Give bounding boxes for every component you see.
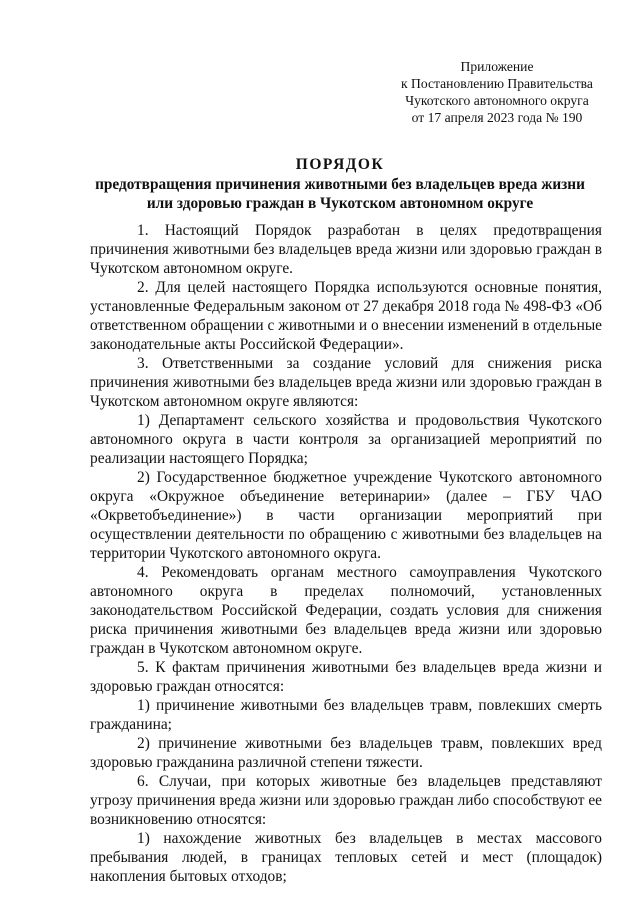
paragraph: 1) нахождение животных без владельцев в местах массового пребывания людей, в границах тепловых сетей и мест (площадок) накопления бытовых отходов;: [90, 830, 602, 885]
paragraph: 2) Государственное бюджетное учреждение Чукотского автономного округа «Окружное объединение ветеринарии» (далее – ГБУ ЧАО «Окрветобъединение») в части организации мероприятий при осуществлении деятельности по обращению с животными без владельцев на территории Чукотского автономного округа.: [90, 469, 602, 562]
appendix-header: [380, 58, 614, 126]
title-subtitle-line: или здоровью граждан в Чукотском автономном округе: [146, 195, 534, 212]
paragraph: 5. К фактам причинения животными без владельцев вреда жизни и здоровью граждан относятся:: [90, 659, 602, 695]
paragraph: 6. Случаи, при которых животные без владельцев представляют угрозу причинения вреда жизни или здоровью граждан либо способствуют ее возникновению относятся:: [90, 773, 602, 828]
title-subtitle-line: предотвращения причинения животными без владельцев вреда жизни: [95, 176, 585, 193]
document-body: [90, 221, 602, 886]
paragraph: 1) Департамент сельского хозяйства и продовольствия Чукотского автономного округа в части контроля за организацией мероприятий по реализации настоящего Порядка;: [90, 412, 602, 467]
appendix-line: от 17 апреля 2023 года № 190: [411, 110, 583, 125]
paragraph: 2) причинение животными без владельцев травм, повлекших вред здоровью гражданина различной степени тяжести.: [90, 735, 602, 771]
paragraph: 1. Настоящий Порядок разработан в целях предотвращения причинения животными без владельцев вреда жизни или здоровью граждан в Чукотском автономном округе.: [90, 222, 602, 277]
paragraph: 2. Для целей настоящего Порядка используются основные понятия, установленные Федеральным законом от 27 декабря 2018 года № 498-ФЗ «Об ответственном обращении с животными и о внесении изменений в отдельные законодательные акты Российской Федерации».: [90, 279, 602, 353]
appendix-line: Чукотского автономного округа: [405, 93, 589, 108]
title-main: ПОРЯДОК: [295, 156, 385, 173]
paragraph: 3. Ответственными за создание условий для снижения риска причинения животными без владельцев вреда жизни или здоровью граждан в Чукотском автономном округе являются:: [90, 355, 602, 410]
paragraph: 4. Рекомендовать органам местного самоуправления Чукотского автономного округа в пределах полномочий, установленных законодательством Российской Федерации, создать условия для снижения риска причинения животными без владельцев вреда жизни или здоровью граждан в Чукотском автономном округе.: [90, 564, 602, 657]
document-title: [90, 155, 590, 213]
paragraph: 1) причинение животными без владельцев травм, повлекших смерть гражданина;: [90, 697, 602, 733]
appendix-line: Приложение: [460, 59, 534, 74]
appendix-line: к Постановлению Правительства: [401, 76, 593, 91]
